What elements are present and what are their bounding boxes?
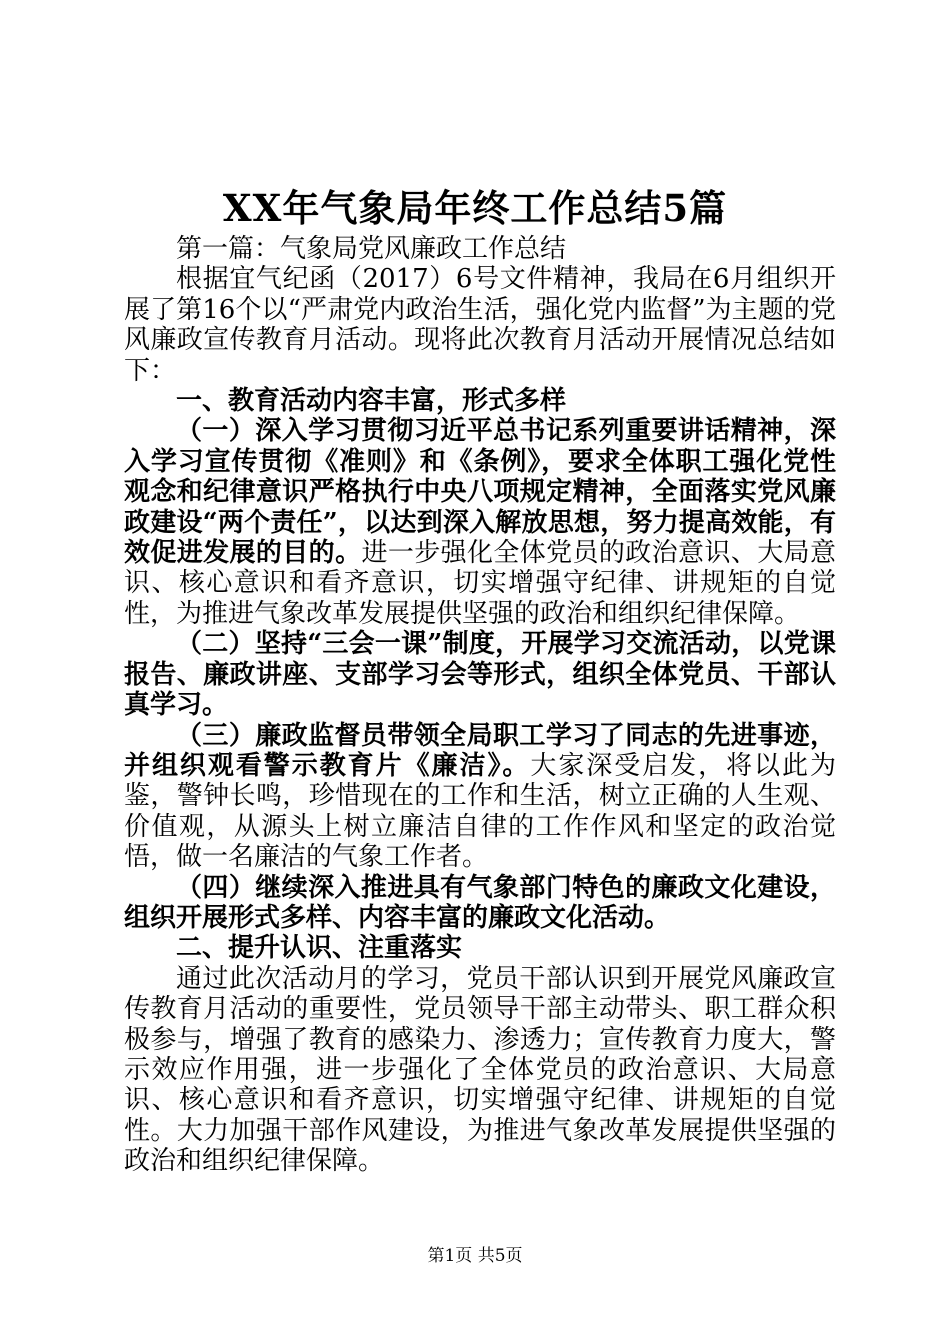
section-heading-part-one: 第一篇：气象局党风廉政工作总结 [176,234,567,264]
page-number: 第1页 共5页 [427,1246,523,1266]
paragraph-item-4: （四）继续深入推进具有气象部门特色的廉政文化建设，组织开展形式多样、内容丰富的廉政文化活动。 [124,872,836,933]
section-heading-1: 一、教育活动内容丰富，形式多样 [176,386,567,417]
intro-paragraph: 根据宜气纪函（2017）6号文件精神，我局在6月组织开展了第16个以“严肃党内政治生活，强化党内监督”为主题的党风廉政宣传教育月活动。现将此次教育月活动开展情况总结如下： [124,264,836,386]
summary-paragraph: 通过此次活动月的学习，党员干部认识到开展党风廉政宣传教育月活动的重要性，党员领导干部主动带头、职工群众积极参与，增强了教育的感染力、渗透力；宣传教育力度大，警示效应作用强，进一步强化了全体党员的政治意识、大局意识、核心意识和看齐意识，切实增强守纪律、讲规矩的自觉性。大力加强干部作风建设，为推进气象改革发展提供坚强的政治和组织纪律保障。 [124,963,836,1177]
paragraph-item-1-normal: 进一步强化全体党员的政治意识、大局意识、核心意识和看齐意识，切实增强守纪律、讲规矩的自觉性，为推进气象改革发展提供坚强的政治和组织纪律保障。 [124,538,836,629]
section-heading-2: 二、提升认识、注重落实 [176,933,463,964]
paragraph-item-3-bold: （三）廉政监督员带领全局职工学习了同志的先进事迹，并组织观看警示教育片《廉洁》。 [124,720,836,781]
paragraph-item-2: （二）坚持“三会一课”制度，开展学习交流活动，以党课报告、廉政讲座、支部学习会等形式，组织全体党员、干部认真学习。 [124,629,836,721]
document-title: XX年气象局年终工作总结5篇 [222,186,728,230]
paragraph-item-1 [124,416,836,629]
paragraph-item-3-normal: 大家深受启发，将以此为鉴，警钟长鸣，珍惜现在的工作和生活，树立正确的人生观、价值观，从源头上树立廉洁自律的工作作风和坚定的政治觉悟，做一名廉洁的气象工作者。 [124,750,836,873]
paragraph-item-3 [124,721,836,873]
paragraph-item-1-bold: （一）深入学习贯彻习近平总书记系列重要讲话精神，深入学习宣传贯彻《准则》和《条例》，要求全体职工强化党性观念和纪律意识严格执行中央八项规定精神，全面落实党风廉政建设“两个责任”，以达到深入解放思想，努力提高效能，有效促进发展的目的。 [124,416,836,569]
document-body [124,234,836,1177]
